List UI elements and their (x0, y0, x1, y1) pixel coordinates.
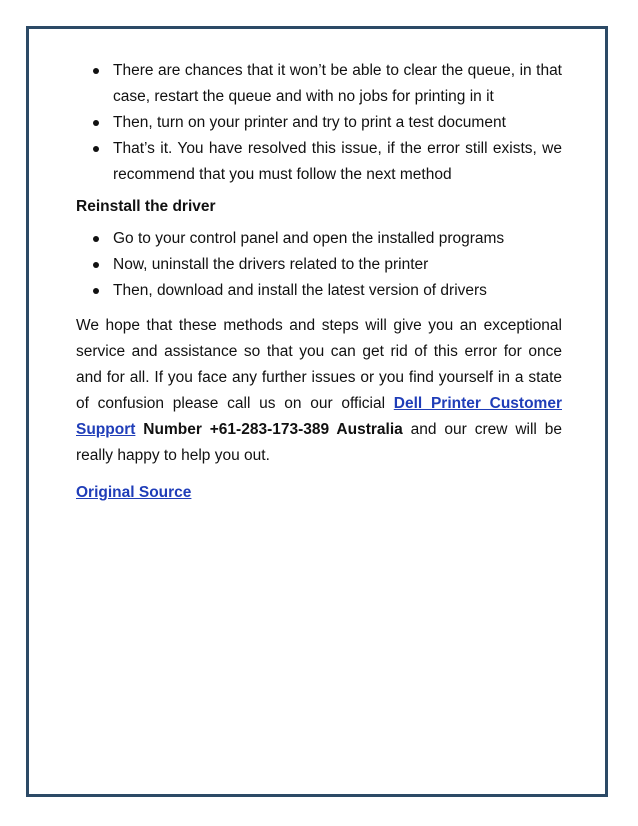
bullet-icon (93, 146, 99, 152)
bullet-icon (93, 120, 99, 126)
support-number: Number +61-283-173-389 Australia (135, 421, 403, 438)
source-line (76, 480, 562, 506)
bullet-icon (93, 288, 99, 294)
original-source-link[interactable]: Original Source (76, 484, 192, 501)
section-heading: Reinstall the driver (76, 198, 216, 215)
paragraph-outro: and our crew will be really happy to help you out. (76, 421, 562, 464)
paragraph-intro: We hope that these methods and steps will give you an exceptional service and assistance so that you can get rid of this error for once and for all. If you face any further issues or you find yourself in a state of confusion please call us on our official (76, 317, 562, 412)
document-body (76, 58, 562, 506)
list-item-text: Then, turn on your printer and try to print a test document (113, 114, 506, 131)
bullet-icon (93, 68, 99, 74)
list-item (76, 110, 562, 136)
closing-paragraph (76, 313, 562, 469)
list-item-text: Now, uninstall the drivers related to the printer (113, 256, 429, 273)
bullet-icon (93, 262, 99, 268)
list-item-text: Then, download and install the latest version of drivers (113, 282, 487, 299)
list-item-text: That’s it. You have resolved this issue, if the error still exists, we recommend that you must follow the next method (113, 140, 562, 183)
list-item (76, 278, 562, 304)
bullet-list-reinstall (76, 226, 562, 304)
list-item (76, 136, 562, 188)
support-link[interactable]: Dell Printer Customer Support (76, 395, 562, 438)
bullet-icon (93, 236, 99, 242)
list-item (76, 252, 562, 278)
list-item (76, 58, 562, 110)
list-item (76, 226, 562, 252)
bullet-list-queue (76, 58, 562, 188)
list-item-text: Go to your control panel and open the installed programs (113, 230, 505, 247)
list-item-text: There are chances that it won’t be able to clear the queue, in that case, restart the queue and with no jobs for printing in it (113, 62, 562, 105)
